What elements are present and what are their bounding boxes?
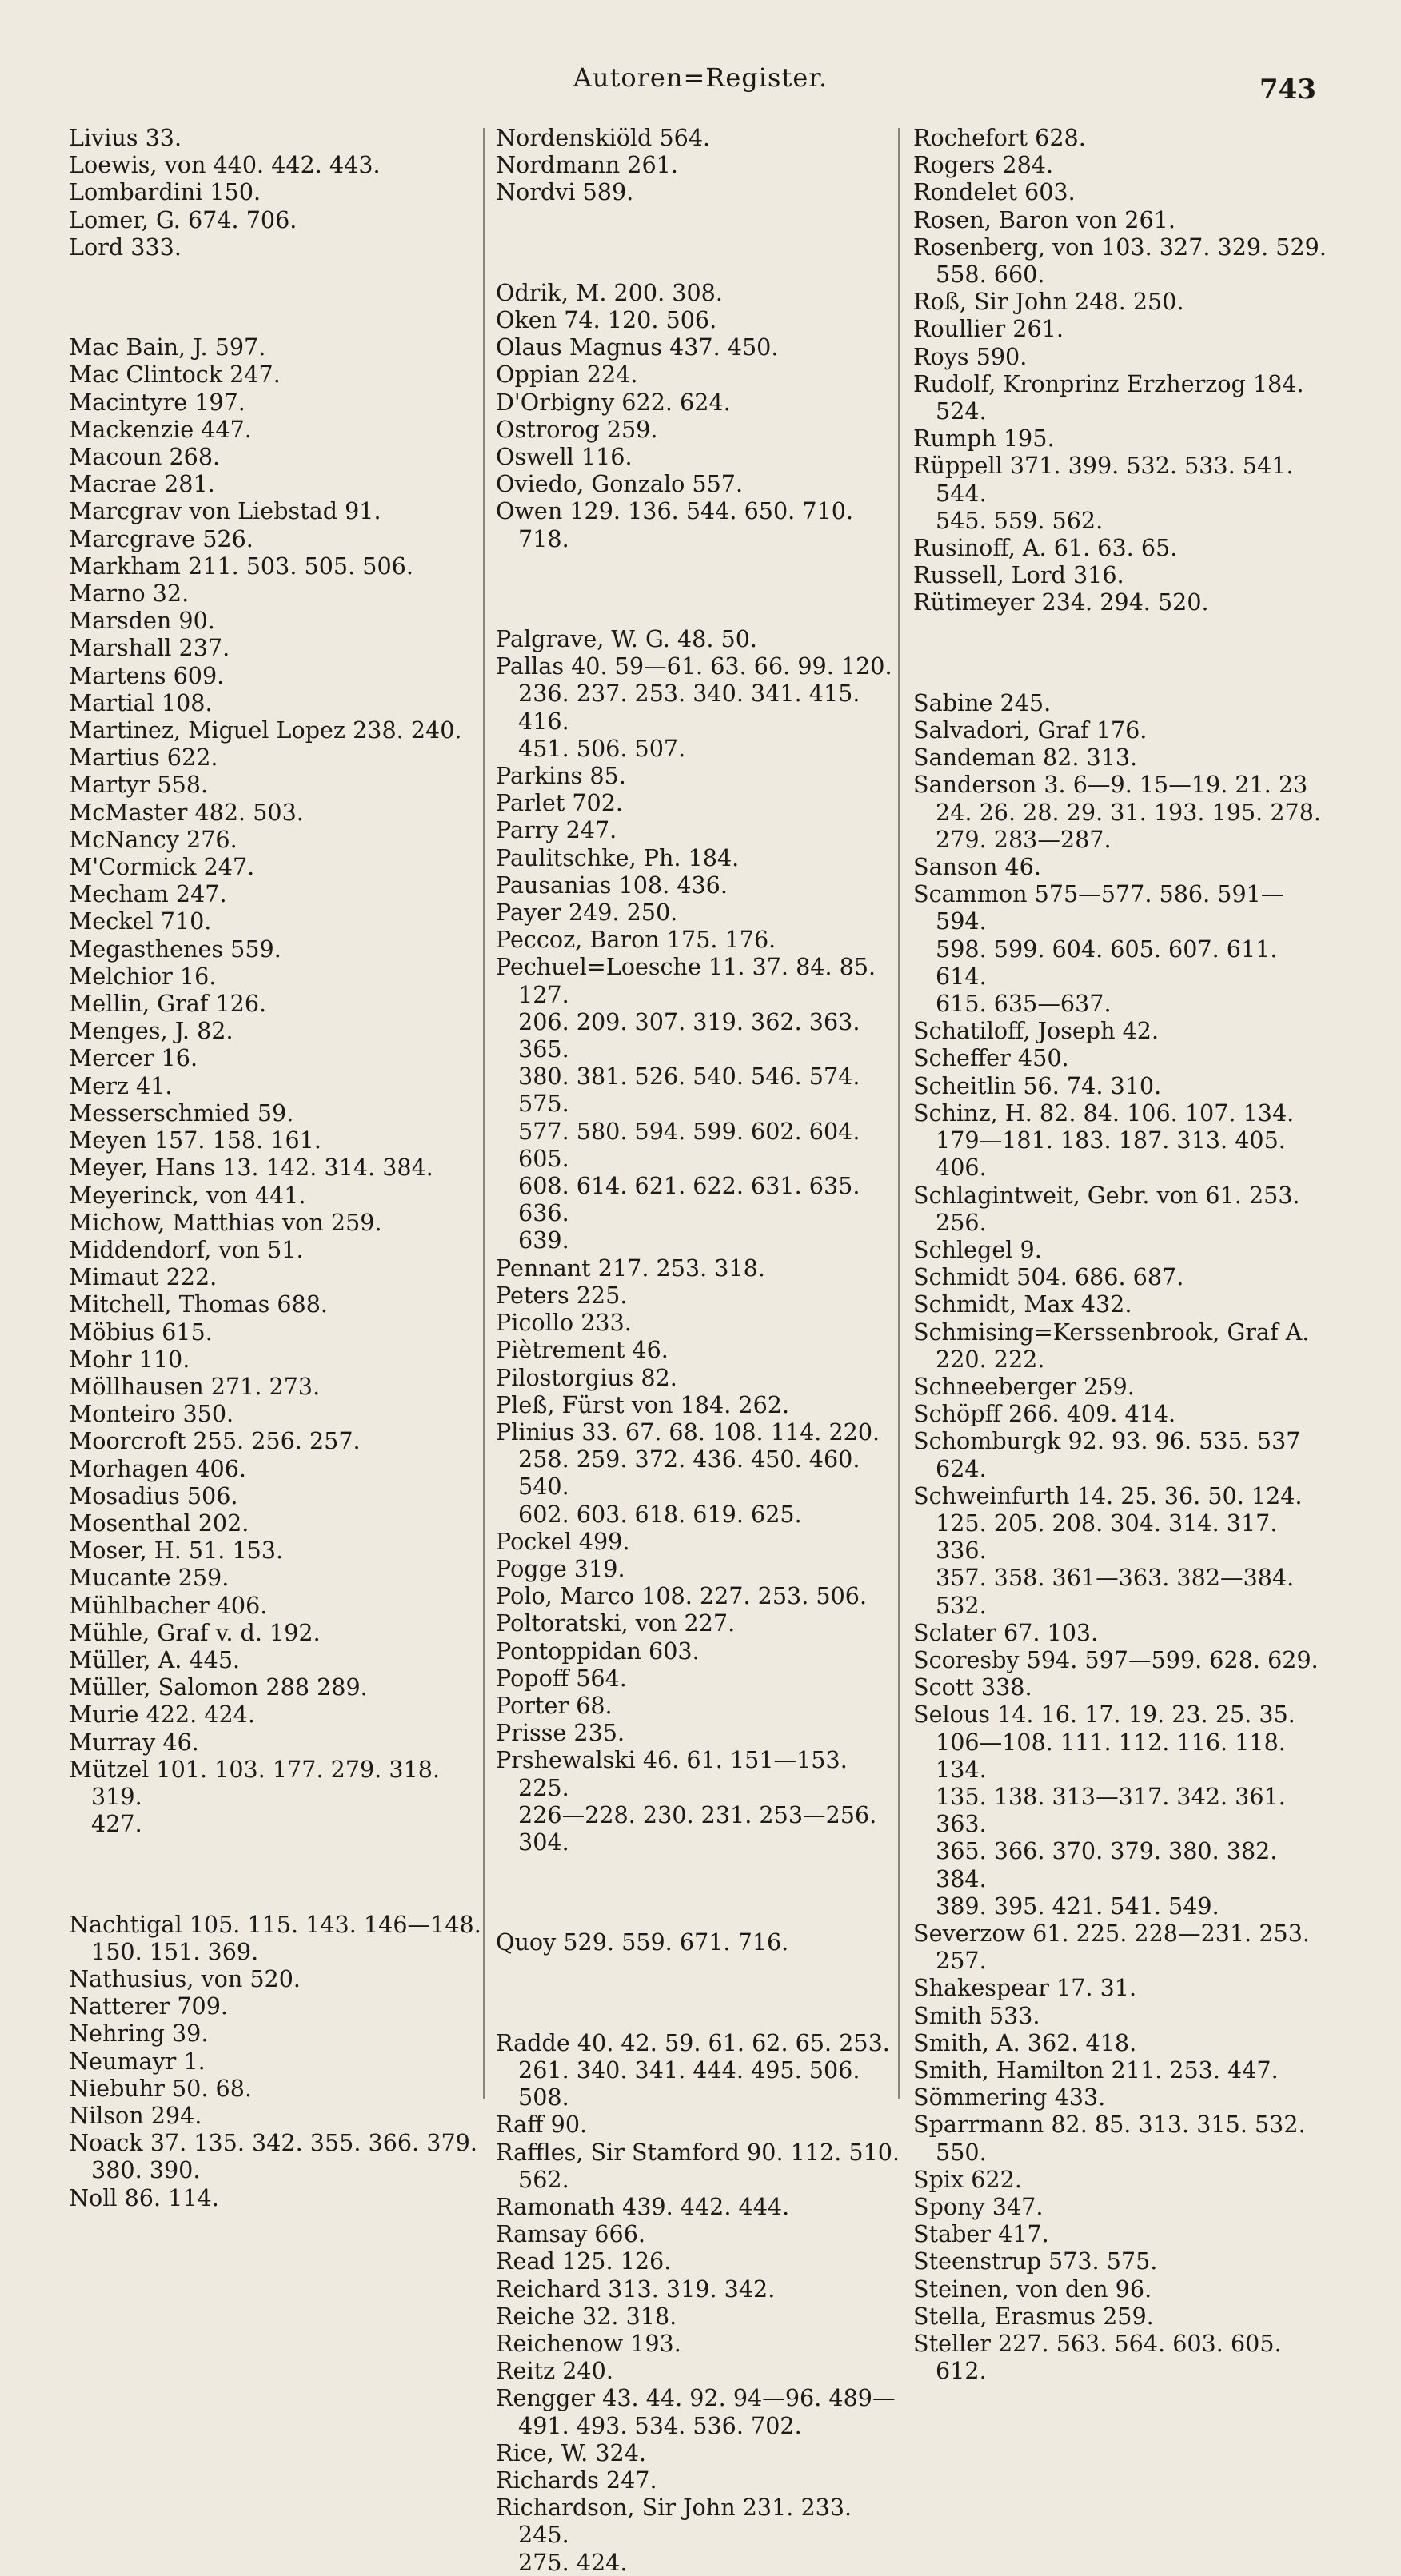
- index-entry: Markham 211. 503. 505. 506.: [69, 552, 413, 580]
- index-entry: Messerschmied 59.: [69, 1099, 294, 1127]
- index-entry: Mosenthal 202.: [69, 1509, 249, 1537]
- index-entry: Pontoppidan 603.: [496, 1637, 700, 1665]
- index-entry: Scheffer 450.: [913, 1044, 1069, 1072]
- index-entry: Nachtigal 105. 115. 143. 146—148. 150. 151. 369.: [69, 1910, 481, 1965]
- index-entry: Raff 90.: [496, 2111, 588, 2139]
- index-entry: Staber 417.: [913, 2220, 1049, 2248]
- index-entry: Scheitlin 56. 74. 310.: [913, 1071, 1162, 1099]
- index-entry: Ostrorog 259.: [496, 415, 658, 443]
- index-entry: Nordvi 589.: [496, 178, 634, 206]
- index-entry: Nordenskiöld 564.: [496, 124, 711, 151]
- index-entry: Livius 33.: [69, 124, 182, 151]
- index-entry: Melchior 16.: [69, 962, 217, 990]
- index-entry: Pilostorgius 82.: [496, 1363, 677, 1391]
- index-entry: Read 125. 126.: [496, 2247, 672, 2275]
- index-entry: Peters 225.: [496, 1281, 628, 1309]
- index-entry: Polo, Marco 108. 227. 253. 506.: [496, 1582, 868, 1610]
- index-entry: Richardson, Sir John 231. 233. 245. 275. 424.: [496, 2494, 852, 2576]
- index-entry: Rondelet 603.: [913, 178, 1076, 206]
- index-entry: Schatiloff, Joseph 42.: [913, 1017, 1160, 1045]
- index-entry: Nehring 39.: [69, 2020, 209, 2048]
- index-entry: Mackenzie 447.: [69, 415, 252, 443]
- index-entry: Palgrave, W. G. 48. 50.: [496, 625, 758, 653]
- index-entry: Schweinfurth 14. 25. 36. 50. 124. 125. 205. 208. 304. 314. 317. 336. 357. 358. 361—363. 382—384. 532.: [913, 1481, 1303, 1619]
- index-entry: Scoresby 594. 597—599. 628. 629.: [913, 1645, 1319, 1673]
- index-entry: Parlet 702.: [496, 789, 623, 817]
- index-entry: Moorcroft 255. 256. 257.: [69, 1427, 361, 1455]
- index-entry: Rütimeyer 234. 294. 520.: [913, 588, 1209, 616]
- index-entry: Schlegel 9.: [913, 1235, 1042, 1263]
- index-entry: Mecham 247.: [69, 880, 227, 908]
- index-entry: Smith, Hamilton 211. 253. 447.: [913, 2056, 1279, 2084]
- index-entry: Raffles, Sir Stamford 90. 112. 510. 562.: [496, 2138, 900, 2193]
- index-entry: Sandeman 82. 313.: [913, 744, 1138, 772]
- index-entry: Mucante 259.: [69, 1564, 230, 1592]
- index-entry: Monteiro 350.: [69, 1400, 234, 1428]
- index-entry: Steenstrup 573. 575.: [913, 2247, 1158, 2275]
- index-entry: Scott 338.: [913, 1673, 1032, 1701]
- index-entry: Pogge 319.: [496, 1554, 625, 1582]
- index-entry: Mac Clintock 247.: [69, 361, 281, 389]
- index-entry: Schöpff 266. 409. 414.: [913, 1400, 1176, 1428]
- index-entry: Rochefort 628.: [913, 124, 1086, 151]
- index-entry: Reitz 240.: [496, 2357, 613, 2385]
- index-entry: Macrae 281.: [69, 470, 215, 498]
- index-column-3: [913, 124, 1332, 2384]
- index-entry: Loewis, von 440. 442. 443.: [69, 151, 381, 179]
- index-entry: Middendorf, von 51.: [69, 1235, 304, 1263]
- letter-group-gap: [69, 284, 485, 311]
- index-entry: Roß, Sir John 248. 250.: [913, 288, 1184, 316]
- index-entry: Schmidt 504. 686. 687.: [913, 1263, 1184, 1291]
- index-entry: Picollo 233.: [496, 1309, 632, 1337]
- index-entry: Payer 249. 250.: [496, 899, 678, 927]
- index-entry: Reiche 32. 318.: [496, 2302, 677, 2330]
- index-entry: Martius 622.: [69, 744, 218, 772]
- index-entry: Radde 40. 42. 59. 61. 62. 65. 253. 261. 340. 341. 444. 495. 506. 508.: [496, 2028, 890, 2111]
- index-entry: Macoun 268.: [69, 443, 221, 471]
- index-entry: Nathusius, von 520.: [69, 1964, 301, 1992]
- index-entry: Nordmann 261.: [496, 151, 678, 179]
- letter-group-gap: [69, 1860, 485, 1888]
- index-entry: Parkins 85.: [496, 762, 626, 790]
- letter-group-gap: [496, 1979, 904, 2006]
- index-entry: Poltoratski, von 227.: [496, 1609, 736, 1637]
- index-entry: Martens 609.: [69, 661, 225, 689]
- index-entry: Mellin, Graf 126.: [69, 990, 267, 1018]
- index-entry: Olaus Magnus 437. 450.: [496, 333, 779, 361]
- index-entry: Michow, Matthias von 259.: [69, 1208, 382, 1236]
- index-entry: Sanson 46.: [913, 853, 1041, 881]
- index-entry: Pleß, Fürst von 184. 262.: [496, 1390, 790, 1418]
- index-entry: Megasthenes 559.: [69, 935, 281, 963]
- index-entry: D'Orbigny 622. 624.: [496, 388, 731, 416]
- index-entry: Rengger 43. 44. 92. 94—96. 489— 491. 493. 534. 536. 702.: [496, 2384, 896, 2439]
- index-entry: Rogers 284.: [913, 151, 1054, 179]
- index-entry: Prshewalski 46. 61. 151—153. 225. 226—228. 230. 231. 253—256. 304.: [496, 1746, 877, 1856]
- index-entry: Meckel 710.: [69, 907, 212, 935]
- index-entry: Neumayr 1.: [69, 2047, 206, 2075]
- index-entry: Reichard 313. 319. 342.: [496, 2275, 776, 2303]
- index-entry: Odrik, M. 200. 308.: [496, 278, 723, 306]
- index-entry: Sabine 245.: [913, 688, 1052, 716]
- index-entry: Spix 622.: [913, 2165, 1022, 2193]
- index-entry: Mac Bain, J. 597.: [69, 333, 266, 361]
- index-entry: Smith 533.: [913, 2001, 1040, 2029]
- index-entry: Oswell 116.: [496, 443, 633, 471]
- index-entry: Marshall 237.: [69, 634, 230, 662]
- index-entry: Mohr 110.: [69, 1345, 190, 1373]
- index-entry: Natterer 709.: [69, 1992, 228, 2020]
- index-entry: Owen 129. 136. 544. 650. 710. 718.: [496, 497, 854, 552]
- index-entry: Schlagintweit, Gebr. von 61. 253. 256.: [913, 1181, 1300, 1236]
- index-column-1: [69, 124, 485, 2211]
- index-entry: Ramonath 439. 442. 444.: [496, 2192, 790, 2220]
- index-entry: Sparrmann 82. 85. 313. 315. 532. 550.: [913, 2111, 1306, 2166]
- index-entry: Prisse 235.: [496, 1719, 625, 1747]
- index-entry: Rice, W. 324.: [496, 2438, 647, 2466]
- index-entry: Salvadori, Graf 176.: [913, 716, 1148, 744]
- index-entry: Morhagen 406.: [69, 1454, 247, 1482]
- index-entry: Marcgrave 526.: [69, 524, 253, 552]
- index-entry: Rumph 195.: [913, 425, 1055, 453]
- index-entry: Rusinoff, A. 61. 63. 65.: [913, 534, 1178, 562]
- index-entry: Meyerinck, von 441.: [69, 1181, 306, 1209]
- index-entry: Mitchell, Thomas 688.: [69, 1290, 329, 1318]
- index-entry: Meyer, Hans 13. 142. 314. 384.: [69, 1154, 433, 1182]
- index-entry: Schmising=Kerssenbrook, Graf A. 220. 222.: [913, 1318, 1310, 1373]
- index-entry: Merz 41.: [69, 1071, 173, 1099]
- index-entry: Sömmering 433.: [913, 2084, 1106, 2111]
- index-entry: Reichenow 193.: [496, 2329, 681, 2357]
- index-entry: Piètrement 46.: [496, 1336, 669, 1364]
- index-entry: Martial 108.: [69, 688, 213, 716]
- index-entry: Roys 590.: [913, 342, 1028, 370]
- index-entry: Pausanias 108. 436.: [496, 871, 728, 899]
- index-entry: Möbius 615.: [69, 1318, 213, 1346]
- index-entry: Noll 86. 114.: [69, 2183, 219, 2211]
- letter-group-gap: [913, 639, 1332, 666]
- index-entry: Menges, J. 82.: [69, 1017, 234, 1045]
- index-entry: Pallas 40. 59—61. 63. 66. 99. 120. 236. 237. 253. 340. 341. 415. 416. 451. 506. 507.: [496, 652, 892, 762]
- index-entry: Plinius 33. 67. 68. 108. 114. 220. 258. 259. 372. 436. 450. 460. 540. 602. 603. 618. 619. 625.: [496, 1418, 880, 1528]
- index-entry: Roullier 261.: [913, 315, 1064, 343]
- index-entry: Meyen 157. 158. 161.: [69, 1127, 321, 1154]
- index-entry: Murray 46.: [69, 1728, 199, 1756]
- index-entry: Rüppell 371. 399. 532. 533. 541. 544. 545. 559. 562.: [913, 452, 1294, 534]
- index-entry: McMaster 482. 503.: [69, 798, 304, 826]
- index-entry: Spony 347.: [913, 2193, 1044, 2221]
- index-entry: Martyr 558.: [69, 771, 209, 799]
- index-entry: Möllhausen 271. 273.: [69, 1372, 321, 1400]
- index-entry: Oviedo, Gonzalo 557.: [496, 470, 744, 498]
- index-entry: Quoy 529. 559. 671. 716.: [496, 1928, 789, 1956]
- index-entry: Steller 227. 563. 564. 603. 605. 612.: [913, 2330, 1282, 2385]
- index-entry: Sanderson 3. 6—9. 15—19. 21. 23 24. 26. 28. 29. 31. 193. 195. 278. 279. 283—287.: [913, 771, 1321, 853]
- letter-group-gap: [496, 229, 904, 256]
- index-entry: Noack 37. 135. 342. 355. 366. 379. 380. 390.: [69, 2129, 477, 2184]
- index-entry: Oppian 224.: [496, 361, 638, 389]
- letter-group-gap: [496, 575, 904, 602]
- index-entry: Mercer 16.: [69, 1044, 198, 1072]
- index-entry: Lomer, G. 674. 706.: [69, 205, 297, 233]
- index-entry: Marcgrav von Liebstad 91.: [69, 497, 381, 525]
- index-entry: Paulitschke, Ph. 184.: [496, 843, 740, 871]
- running-head: Autoren=Register.: [573, 62, 828, 93]
- index-entry: Murie 422. 424.: [69, 1701, 255, 1729]
- letter-group-gap: [496, 1879, 904, 1906]
- index-entry: Smith, A. 362. 418.: [913, 2028, 1137, 2056]
- index-entry: Martinez, Miguel Lopez 238. 240.: [69, 716, 462, 744]
- index-entry: Rosen, Baron von 261.: [913, 205, 1175, 233]
- index-entry: Richards 247.: [496, 2466, 657, 2494]
- index-entry: Porter 68.: [496, 1691, 613, 1719]
- index-entry: Shakespear 17. 31.: [913, 1974, 1137, 2002]
- index-column-2: [496, 124, 904, 2576]
- index-entry: Müller, Salomon 288 289.: [69, 1673, 368, 1701]
- index-entry: Macintyre 197.: [69, 388, 245, 416]
- index-entry: Steinen, von den 96.: [913, 2275, 1152, 2303]
- index-entry: Mosadius 506.: [69, 1481, 238, 1509]
- index-entry: Müller, A. 445.: [69, 1645, 241, 1673]
- index-entry: Scammon 575—577. 586. 591—594. 598. 599. 604. 605. 607. 611. 614. 615. 635—637.: [913, 880, 1284, 1018]
- index-entry: Rudolf, Kronprinz Erzherzog 184. 524.: [913, 369, 1304, 425]
- index-entry: Severzow 61. 225. 228—231. 253. 257.: [913, 1919, 1311, 1975]
- index-entry: Mimaut 222.: [69, 1263, 218, 1291]
- index-entry: Mützel 101. 103. 177. 279. 318. 319. 427.: [69, 1755, 441, 1838]
- index-entry: Niebuhr 50. 68.: [69, 2074, 253, 2102]
- index-entry: Russell, Lord 316.: [913, 561, 1124, 589]
- index-entry: Marno 32.: [69, 580, 190, 608]
- index-entry: Stella, Erasmus 259.: [913, 2302, 1154, 2330]
- index-entry: Marsden 90.: [69, 607, 215, 635]
- index-entry: Pennant 217. 253. 318.: [496, 1254, 765, 1282]
- index-entry: Lombardini 150.: [69, 178, 261, 206]
- index-entry: Parry 247.: [496, 816, 617, 844]
- index-entry: Sclater 67. 103.: [913, 1618, 1099, 1646]
- index-entry: Schinz, H. 82. 84. 106. 107. 134. 179—181. 183. 187. 313. 405. 406.: [913, 1099, 1295, 1182]
- index-entry: Schomburgk 92. 93. 96. 535. 537 624.: [913, 1427, 1301, 1482]
- index-entry: Pockel 499.: [496, 1527, 630, 1555]
- index-entry: Rosenberg, von 103. 327. 329. 529. 558. 660.: [913, 233, 1327, 289]
- index-entry: Selous 14. 16. 17. 19. 23. 25. 35. 106—108. 111. 112. 116. 118. 134. 135. 138. 313—317. 342. 361. 363. 365. 366. 370. 379. 380. 382. 384. 389. 395. 421. 541. 549.: [913, 1701, 1295, 1920]
- index-entry: Popoff 564.: [496, 1664, 627, 1692]
- index-entry: Schmidt, Max 432.: [913, 1290, 1132, 1318]
- index-entry: Oken 74. 120. 506.: [496, 306, 717, 333]
- index-entry: Moser, H. 51. 153.: [69, 1537, 284, 1565]
- index-entry: Mühle, Graf v. d. 192.: [69, 1618, 321, 1646]
- index-entry: Mühlbacher 406.: [69, 1591, 268, 1619]
- index-entry: Schneeberger 259.: [913, 1372, 1135, 1400]
- index-entry: Nilson 294.: [69, 2101, 202, 2129]
- page-number: 743: [1259, 74, 1316, 106]
- index-entry: Pechuel=Loesche 11. 37. 84. 85. 127. 206. 209. 307. 319. 362. 363. 365. 380. 381. 526. 540. 546. 574. 575. 577. 580. 594. 599. 602. 604. 605. 608. 614. 621. 622. 631. 635. 636. 639.: [496, 953, 876, 1254]
- index-entry: McNancy 276.: [69, 825, 237, 853]
- index-entry: Ramsay 666.: [496, 2220, 645, 2248]
- index-entry: Lord 333.: [69, 233, 182, 261]
- index-entry: Peccoz, Baron 175. 176.: [496, 926, 776, 954]
- index-entry: M'Cormick 247.: [69, 853, 255, 881]
